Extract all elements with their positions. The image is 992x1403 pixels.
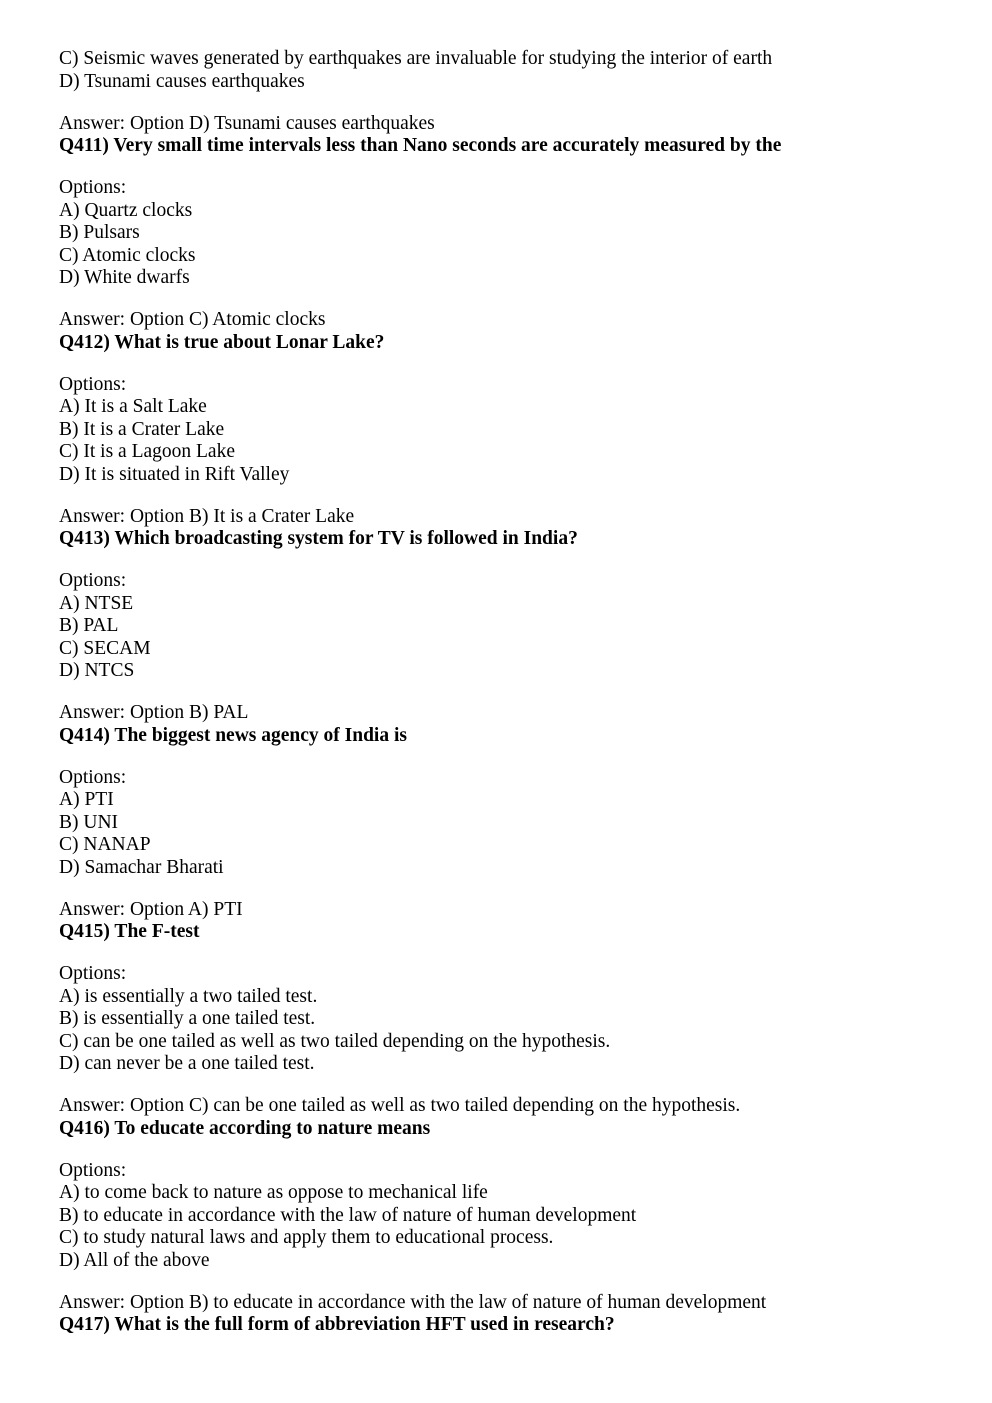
question-block xyxy=(59,528,781,725)
option-line: D) It is situated in Rift Valley xyxy=(59,463,290,485)
answer-line: Answer: Option B) PAL xyxy=(59,702,249,723)
option-line: D) White dwarfs xyxy=(59,267,190,288)
option-line: B) is essentially a one tailed test. xyxy=(59,1008,316,1029)
answer-line: Answer: Option C) can be one tailed as well as two tailed depending on the hypothesis. xyxy=(59,1095,741,1116)
option-line: A) is essentially a two tailed test. xyxy=(59,985,318,1007)
question-title: Q416) To educate according to nature means xyxy=(59,1117,431,1139)
spacer xyxy=(59,747,781,767)
question-block xyxy=(59,332,781,529)
answer-line: Answer: Option B) It is a Crater Lake xyxy=(59,505,355,527)
answer-line: Answer: Option B) to educate in accordance with the law of nature of human development xyxy=(59,1291,767,1313)
option-line: D) Tsunami causes earthquakes xyxy=(59,70,305,92)
spacer xyxy=(59,1272,781,1292)
option-line: C) to study natural laws and apply them to educational process. xyxy=(59,1227,554,1248)
option-line: B) Pulsars xyxy=(59,222,140,243)
option-line: A) It is a Salt Lake xyxy=(59,396,207,417)
option-line: B) UNI xyxy=(59,811,119,833)
options-label: Options: xyxy=(59,963,127,984)
options-label: Options: xyxy=(59,373,127,395)
question-title: Q413) Which broadcasting system for TV is followed in India? xyxy=(59,528,578,549)
option-line: A) PTI xyxy=(59,789,114,810)
options-label: Options: xyxy=(59,766,127,788)
spacer xyxy=(59,486,781,506)
option-line: C) Seismic waves generated by earthquakes are invaluable for studying the interior of earth xyxy=(59,48,773,69)
option-line: A) Quartz clocks xyxy=(59,199,193,221)
option-line: A) to come back to nature as oppose to mechanical life xyxy=(59,1182,488,1203)
question-block xyxy=(59,1118,781,1315)
spacer xyxy=(59,551,781,571)
question-block xyxy=(59,1314,781,1337)
document-page xyxy=(59,48,781,1337)
option-line: D) can never be a one tailed test. xyxy=(59,1053,315,1074)
option-line: D) All of the above xyxy=(59,1249,210,1271)
option-line: B) PAL xyxy=(59,615,119,636)
spacer xyxy=(59,354,781,374)
options-label: Options: xyxy=(59,1159,127,1181)
question-block xyxy=(59,725,781,922)
option-line: B) to educate in accordance with the law of nature of human development xyxy=(59,1204,637,1226)
option-line: C) NANAP xyxy=(59,834,151,855)
option-line: C) It is a Lagoon Lake xyxy=(59,441,235,462)
question-block xyxy=(59,921,781,1118)
spacer xyxy=(59,879,781,899)
options-label: Options: xyxy=(59,570,127,591)
option-line: C) Atomic clocks xyxy=(59,244,196,266)
question-title: Q414) The biggest news agency of India is xyxy=(59,724,407,746)
spacer xyxy=(59,1140,781,1160)
option-line: C) SECAM xyxy=(59,637,151,659)
options-label: Options: xyxy=(59,177,127,198)
question-title: Q411) Very small time intervals less than Nano seconds are accurately measured by the xyxy=(59,135,782,156)
spacer xyxy=(59,158,781,178)
option-line: A) NTSE xyxy=(59,592,134,614)
option-line: B) It is a Crater Lake xyxy=(59,418,225,440)
answer-line: Answer: Option C) Atomic clocks xyxy=(59,309,326,330)
spacer xyxy=(59,290,781,310)
spacer xyxy=(59,1076,781,1096)
question-block xyxy=(59,135,781,332)
question-title: Q417) What is the full form of abbreviation HFT used in research? xyxy=(59,1314,615,1335)
spacer xyxy=(59,944,781,964)
option-line: D) NTCS xyxy=(59,660,135,681)
spacer xyxy=(59,683,781,703)
answer-line: Answer: Option D) Tsunami causes earthquakes xyxy=(59,112,435,134)
option-line: D) Samachar Bharati xyxy=(59,856,224,878)
answer-line: Answer: Option A) PTI xyxy=(59,898,243,920)
option-line: C) can be one tailed as well as two tailed depending on the hypothesis. xyxy=(59,1030,611,1052)
question-title: Q412) What is true about Lonar Lake? xyxy=(59,331,385,353)
question-title: Q415) The F-test xyxy=(59,921,200,942)
